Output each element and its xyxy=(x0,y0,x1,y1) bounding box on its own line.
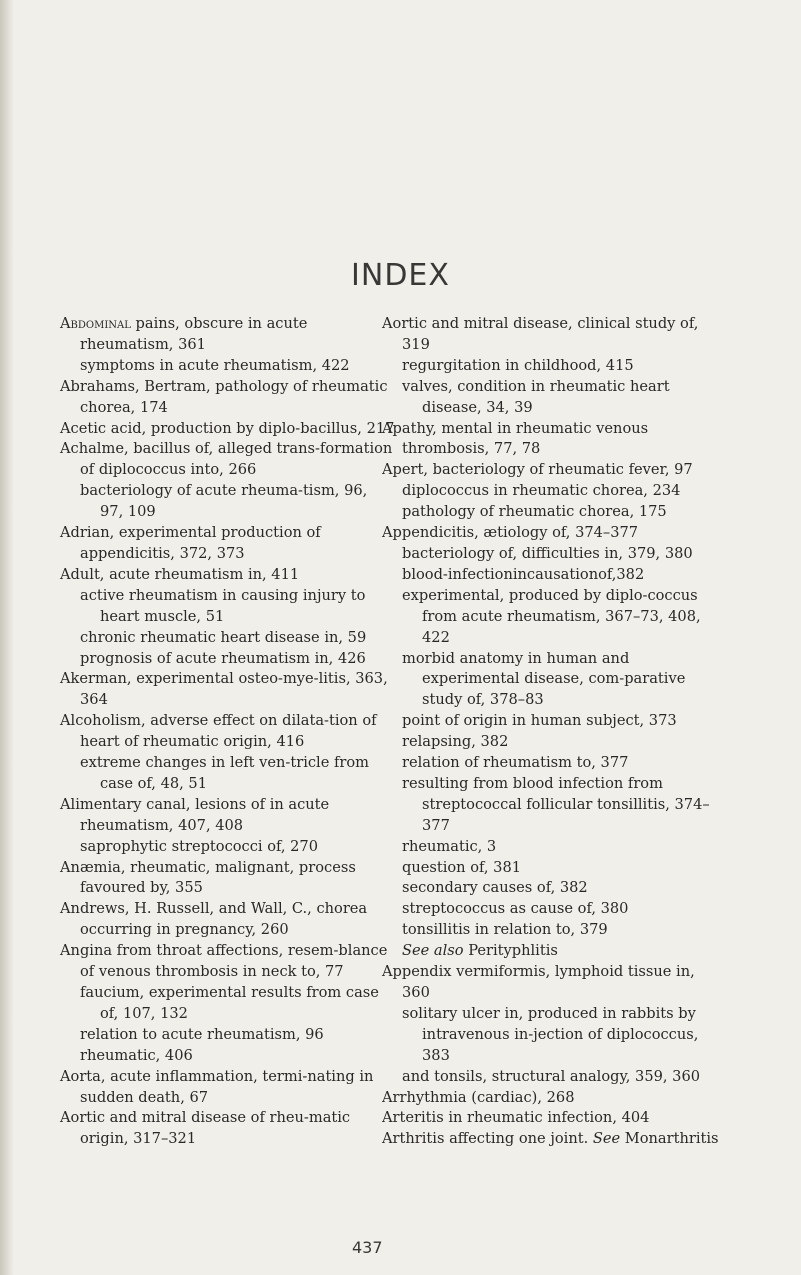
index-entry: Arteritis in rheumatic infection, 404 xyxy=(382,1109,650,1127)
index-subentry: resulting from blood infection from streptococcal follicular tonsillitis, 374–377 xyxy=(402,774,710,834)
index-entry: Aorta, acute inflammation, termi-nating in sudden death, 67 xyxy=(60,1067,374,1106)
index-subentry: bacteriology of acute rheuma-tism, 96, 97, 109 xyxy=(80,482,368,521)
index-entry: Akerman, experimental osteo-mye-litis, 363, 364 xyxy=(60,670,388,709)
index-entry: Achalme, bacillus of, alleged trans-formation of diplococcus into, 266 xyxy=(60,440,393,479)
index-subentry: morbid anatomy in human and experimental disease, com-parative study of, 378–83 xyxy=(402,649,686,709)
index-subentry: and tonsils, structural analogy, 359, 360 xyxy=(402,1067,701,1085)
index-entry: Acetic acid, production by diplo-bacillus, 217 xyxy=(60,419,395,437)
index-subentry: extreme changes in left ven-tricle from case of, 48, 51 xyxy=(80,754,369,792)
index-subentry: question of, 381 xyxy=(402,858,522,876)
index-subentry: point of origin in human subject, 373 xyxy=(402,712,677,730)
index-column-left xyxy=(60,314,395,1150)
page-edge-shadow xyxy=(0,0,14,1275)
index-entry: Adrian, experimental production of appendicitis, 372, 373 xyxy=(60,524,321,562)
index-column-right xyxy=(382,314,727,1150)
page-title: INDEX xyxy=(351,258,450,293)
see-also-label: See also xyxy=(402,942,464,960)
index-entry xyxy=(382,1129,727,1150)
index-entry: Anæmia, rheumatic, malignant, process favoured by, 355 xyxy=(60,858,356,897)
index-subentry: prognosis of acute rheumatism in, 426 xyxy=(80,649,366,667)
index-entry: Alimentary canal, lesions of in acute rheumatism, 407, 408 xyxy=(60,795,330,834)
index-subentry: relation of rheumatism to, 377 xyxy=(402,754,629,772)
index-subentry: symptoms in acute rheumatism, 422 xyxy=(80,356,350,374)
index-entry: Aortic and mitral disease, clinical study of, 319 xyxy=(382,315,699,353)
index-subentry: experimental, produced by diplo-coccus from acute rheumatism, 367–73, 408, 422 xyxy=(402,586,701,646)
index-subentry: rheumatic, 3 xyxy=(402,837,497,855)
index-entry: Andrews, H. Russell, and Wall, C., chorea occurring in pregnancy, 260 xyxy=(60,900,368,939)
entry-text: Monarthritis xyxy=(620,1130,719,1148)
index-entry: Apathy, mental in rheumatic venous thrombosis, 77, 78 xyxy=(382,419,649,458)
index-entry: Apert, bacteriology of rheumatic fever, 97 xyxy=(382,461,693,479)
page-number: 437 xyxy=(352,1238,383,1257)
entry-text: Arthritis affecting one joint. xyxy=(382,1130,589,1148)
index-entry: Adult, acute rheumatism in, 411 xyxy=(60,565,300,583)
index-entry: Alcoholism, adverse effect on dilata-tion of heart of rheumatic origin, 416 xyxy=(60,712,377,751)
index-subentry: pathology of rheumatic chorea, 175 xyxy=(402,503,667,521)
index-entry: Angina from throat affections, resem-blance of venous thrombosis in neck to, 77 xyxy=(60,942,388,981)
index-entry: Abrahams, Bertram, pathology of rheumatic chorea, 174 xyxy=(60,377,388,416)
index-subentry: regurgitation in childhood, 415 xyxy=(402,356,634,374)
index-subentry-see-also xyxy=(382,941,727,962)
index-subentry: relapsing, 382 xyxy=(402,733,509,751)
index-subentry: chronic rheumatic heart disease in, 59 xyxy=(80,628,367,646)
entry-text: pains, obscure in acute rheumatism, 361 xyxy=(80,315,308,353)
entry-lead-word: Abdominal xyxy=(60,315,131,332)
index-subentry: tonsillitis in relation to, 379 xyxy=(402,921,608,939)
index-subentry: streptococcus as cause of, 380 xyxy=(402,900,629,918)
index-subentry: solitary ulcer in, produced in rabbits by intravenous in-jection of diplococcus, 383 xyxy=(402,1004,699,1064)
index-subentry: blood-infectionincausationof,382 xyxy=(402,565,645,583)
index-entry xyxy=(60,314,395,356)
index-subentry: saprophytic streptococci of, 270 xyxy=(80,837,318,855)
index-subentry: rheumatic, 406 xyxy=(80,1046,193,1064)
index-subentry: diplococcus in rheumatic chorea, 234 xyxy=(402,482,681,500)
index-subentry: bacteriology of, difficulties in, 379, 380 xyxy=(402,544,693,562)
index-entry: Arrhythmia (cardiac), 268 xyxy=(382,1088,575,1106)
index-entry: Appendicitis, ætiology of, 374–377 xyxy=(382,524,639,542)
index-subentry: secondary causes of, 382 xyxy=(402,879,588,897)
index-subentry: relation to acute rheumatism, 96 xyxy=(80,1025,324,1043)
index-entry: Appendix vermiformis, lymphoid tissue in, 360 xyxy=(382,963,695,1001)
index-entry: Aortic and mitral disease of rheu-matic origin, 317–321 xyxy=(60,1109,351,1148)
index-subentry: valves, condition in rheumatic heart disease, 34, 39 xyxy=(402,377,670,416)
index-subentry: faucium, experimental results from case of, 107, 132 xyxy=(80,984,379,1022)
index-subentry: active rheumatism in causing injury to heart muscle, 51 xyxy=(80,586,366,625)
see-label: See xyxy=(592,1130,621,1148)
entry-text: Perityphlitis xyxy=(463,942,558,960)
